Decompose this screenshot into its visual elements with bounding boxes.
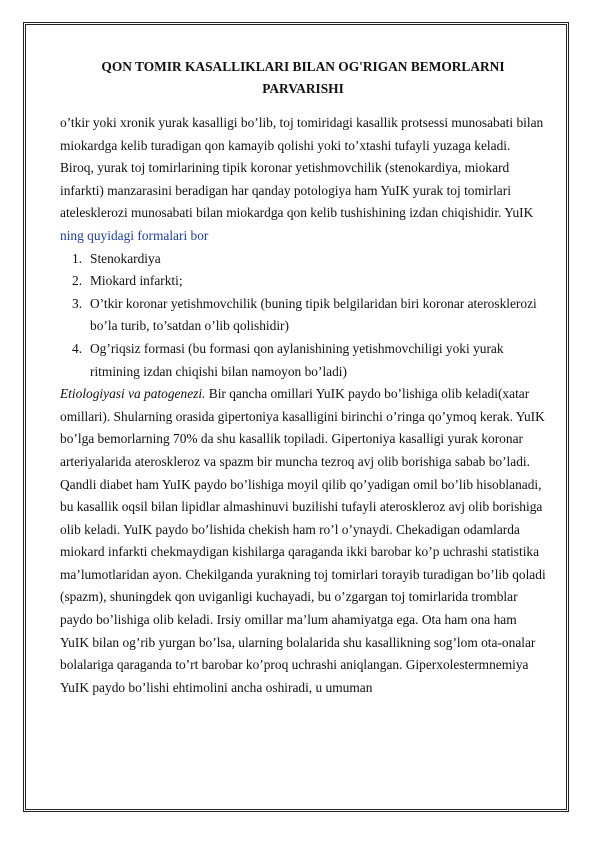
intro-text: o’tkir yoki xronik yurak kasalligi bo’lib, toj tomiridagi kasallik protsessi munosabati bilan miokardga kelib turadigan qon kamayib qolishi yoki to’xtashi tufayli yuzaga keladi. Biroq, yurak toj tomirlarining tipik koronar yetishmovchilik (stenokardiya, miokard infarkti) manzarasini beradigan har qanday potologiya ham YuIK yurak toj tomirlari atelesklerozi munosabati bilan miokardga qon kelib tushishining izdan chiqishidir. YuIK [60,115,544,221]
list-item [60,248,546,271]
document-title [60,56,546,100]
list-item-number: 1. [72,250,83,266]
etiology-text: Bir qancha omillari YuIK paydo bo’lishiga olib keladi(xatar omillari). Shularning orasida gipertoniya kasalligini birinchi o’ringa qo’ymoq kerak. YuIK bo’lga bemorlarning 70% da shu kasallik topiladi. Gipertoniya kasalligi yurak koronar arteriyalarida ateroskleroz va spazm bir muncha tezroq avj olib borishiga sabab bo’ladi. Qandli diabet ham YuIK paydo bo’lishiga moyil qilib qo’yadigan omil bo’lib hisoblanadi, bu kasallik oqsil bilan lipidlar almashinuvi buzilishi tufayli ateroskleroz avj olib borishiga olib keladi. YuIK paydo bo’lishida chekish ham ro’l o’ynaydi. Chekadigan odamlarda miokard infarkti chekmaydigan kishilarga qaraganda ikki barobar ko’p uchrashi statistika ma’lumotlaridan ayon. Chekilganda yurakning toj tomirlari torayib turadigan bo’lib qoladi (spazm), shuningdek qon uviganligi kuchayadi, bu o’zgargan toj tomirlarida tromblar paydo bo’lishiga olib keladi. Irsiy omillar ma’lum ahamiyatga ega. Ota ham ona ham YuIK bilan og’rib yurgan bo’lsa, ularning bolalarida shu kasallikning sog’lom ota-onalar bolalariga qaraganda to’rt barobar ko’proq uchrashi aniqlangan. Giperxolestermnemiya YuIK paydo bo’lishi ehtimolini ancha oshiradi, u umuman [60,386,546,695]
title-line-2: PARVARISHI [262,81,344,96]
forms-list [60,248,546,384]
list-item-text: O’tkir koronar yetishmovchilik (buning tipik belgilaridan biri koronar aterosklerozi bo’la turib, to’satdan o’lib qolishidir) [90,295,537,334]
list-item [60,338,546,383]
list-item-text: Og’riqsiz formasi (bu formasi qon aylanishining yetishmovchiligi yoki yurak ritmining izdan chiqishi bilan namoyon bo’ladi) [90,340,504,379]
list-item [60,270,546,293]
list-item [60,293,546,338]
list-item-number: 4. [72,340,83,356]
intro-paragraph [60,112,546,248]
list-item-text: Stenokardiya [90,250,161,266]
etiology-heading: Etiologiyasi va patogenezi. [60,386,206,402]
list-item-number: 2. [72,273,83,289]
etiology-paragraph [60,383,546,699]
list-item-text: Miokard infarkti; [90,273,183,289]
intro-link-text: ning quyidagi formalari bor [60,227,209,243]
list-item-number: 3. [72,295,83,311]
title-line-1: QON TOMIR KASALLIKLARI BILAN OG'RIGAN BEMORLARNI [101,59,505,74]
document-body [60,56,546,699]
